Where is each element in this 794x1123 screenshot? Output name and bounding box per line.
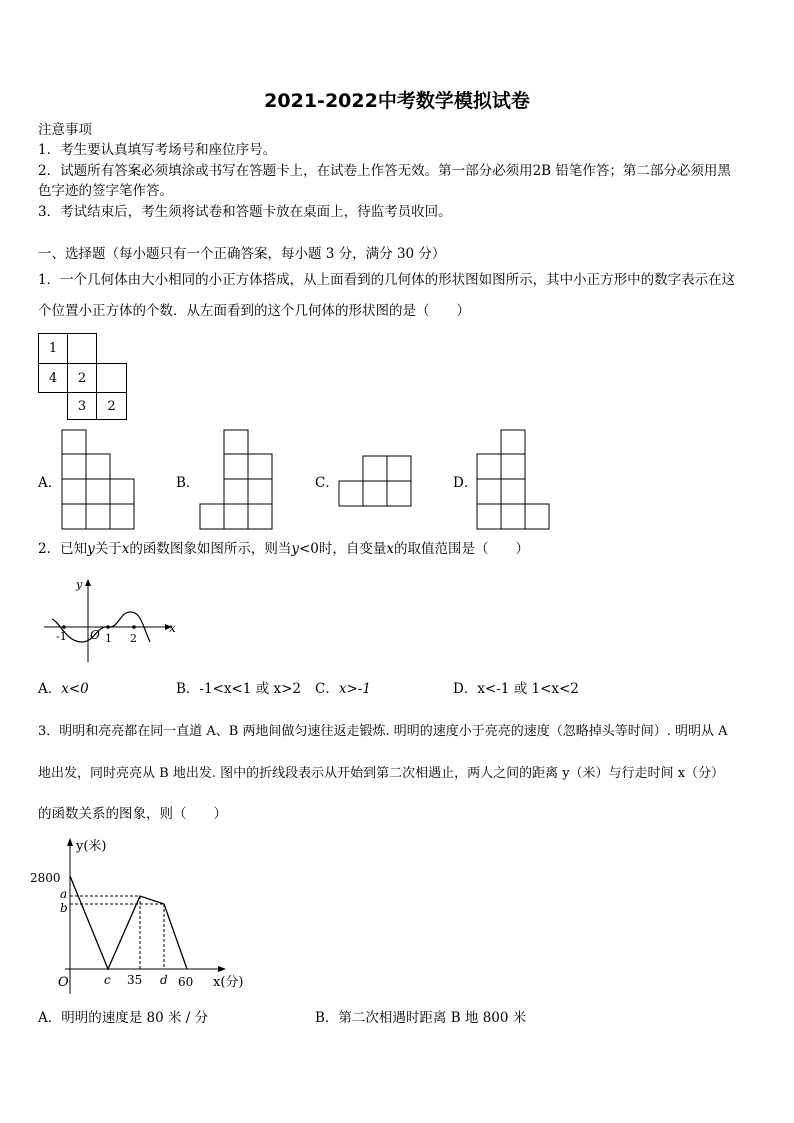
q3-distance-graph xyxy=(30,832,260,997)
q2-y-label: y xyxy=(76,578,83,591)
q3-y-axis-label: y(米) xyxy=(76,839,107,854)
page-title: 2021-2022中考数学模拟试卷 xyxy=(264,90,530,112)
top-view-cell: 1 xyxy=(38,333,68,364)
notice-item: 3．考试结束后，考生须将试卷和答题卡放在桌面上，待监考员收回。 xyxy=(38,204,452,220)
option-a-figure xyxy=(62,430,134,529)
q2-option-d: D．x<-1 或 1<x<2 xyxy=(453,681,579,697)
q1-option-d-label: D． xyxy=(453,475,478,491)
q3-stem-line1: 3．明明和亮亮都在同一直道 A、B 两地间做匀速往返走锻炼. 明明的速度小于亮亮的速度（忽略掉头等时间）. 明明从 A xyxy=(38,724,728,739)
top-view-cell: 2 xyxy=(67,363,97,393)
top-view-cell xyxy=(67,333,97,364)
q1-option-b-label: B． xyxy=(176,475,200,491)
q3-35-label: 35 xyxy=(127,973,143,987)
q3-c-label: c xyxy=(104,973,111,987)
option-c-figure xyxy=(339,456,411,506)
notice-item: 1．考生要认真填写考场号和座位序号。 xyxy=(38,142,277,158)
q2-two-label: 2 xyxy=(130,632,137,645)
q3-60-label: 60 xyxy=(178,975,194,989)
top-view-cell: 4 xyxy=(38,363,68,393)
q3-option-b: B．第二次相遇时距离 B 地 800 米 xyxy=(315,1010,527,1026)
q3-b-label: b xyxy=(60,901,68,915)
section-heading: 一、选择题（每小题只有一个正确答案，每小题 3 分，满分 30 分） xyxy=(38,246,446,262)
q2-neg1-label: -1 xyxy=(56,630,67,643)
q3-x-axis-label: x(分) xyxy=(213,975,244,990)
q3-option-a: A．明明的速度是 80 米 / 分 xyxy=(38,1010,209,1026)
top-view-cell: 3 xyxy=(67,392,97,420)
q2-origin-label: O xyxy=(90,628,100,642)
top-view-cell: 2 xyxy=(96,392,127,420)
q2-x-label: x xyxy=(169,621,176,635)
q1-option-a-label: A． xyxy=(38,475,62,491)
notice-heading: 注意事项 xyxy=(38,122,92,138)
q2-option-b: B．-1<x<1 或 x>2 xyxy=(176,681,301,697)
q1-stem-line1: 1．一个几何体由大小相同的小正方体搭成，从上面看到的几何体的形状图如图所示，其中小正方形中的数字表示在这 xyxy=(38,272,736,288)
q3-stem-line3: 的函数关系的图象，则（ ） xyxy=(38,806,227,822)
q3-y-2800-label: 2800 xyxy=(30,871,61,885)
q3-d-label: d xyxy=(160,973,168,987)
q1-option-c-label: C． xyxy=(315,475,339,491)
q3-origin-label: O xyxy=(58,975,69,990)
q2-stem: 2．已知y关于x的函数图象如图所示，则当y<0时，自变量x的取值范围是（ ） xyxy=(38,541,530,557)
q1-option-figures xyxy=(0,420,794,535)
notice-item: 色字迹的签字笔作答。 xyxy=(38,183,173,199)
q3-a-label: a xyxy=(60,887,68,901)
q2-function-graph xyxy=(38,572,188,667)
option-d-figure xyxy=(477,430,549,529)
q3-stem-line2: 地出发，同时亮亮从 B 地出发. 图中的折线段表示从开始到第二次相遇止，两人之间的距离 y（米）与行走时间 x（分） xyxy=(38,766,725,781)
notice-item: 2．试题所有答案必须填涂或书写在答题卡上，在试卷上作答无效。第一部分必须用2B 铅笔作答；第二部分必须用黑 xyxy=(38,163,731,179)
q2-one-label: 1 xyxy=(105,632,112,645)
q1-stem-line2: 个位置小正方体的个数．从左面看到的这个几何体的形状图的是（ ） xyxy=(38,303,470,319)
option-b-figure xyxy=(200,430,272,529)
q2-option-a: A．x<0 xyxy=(38,681,89,697)
q2-option-c: C．x>-1 xyxy=(315,681,371,697)
top-view-cell xyxy=(96,363,127,393)
